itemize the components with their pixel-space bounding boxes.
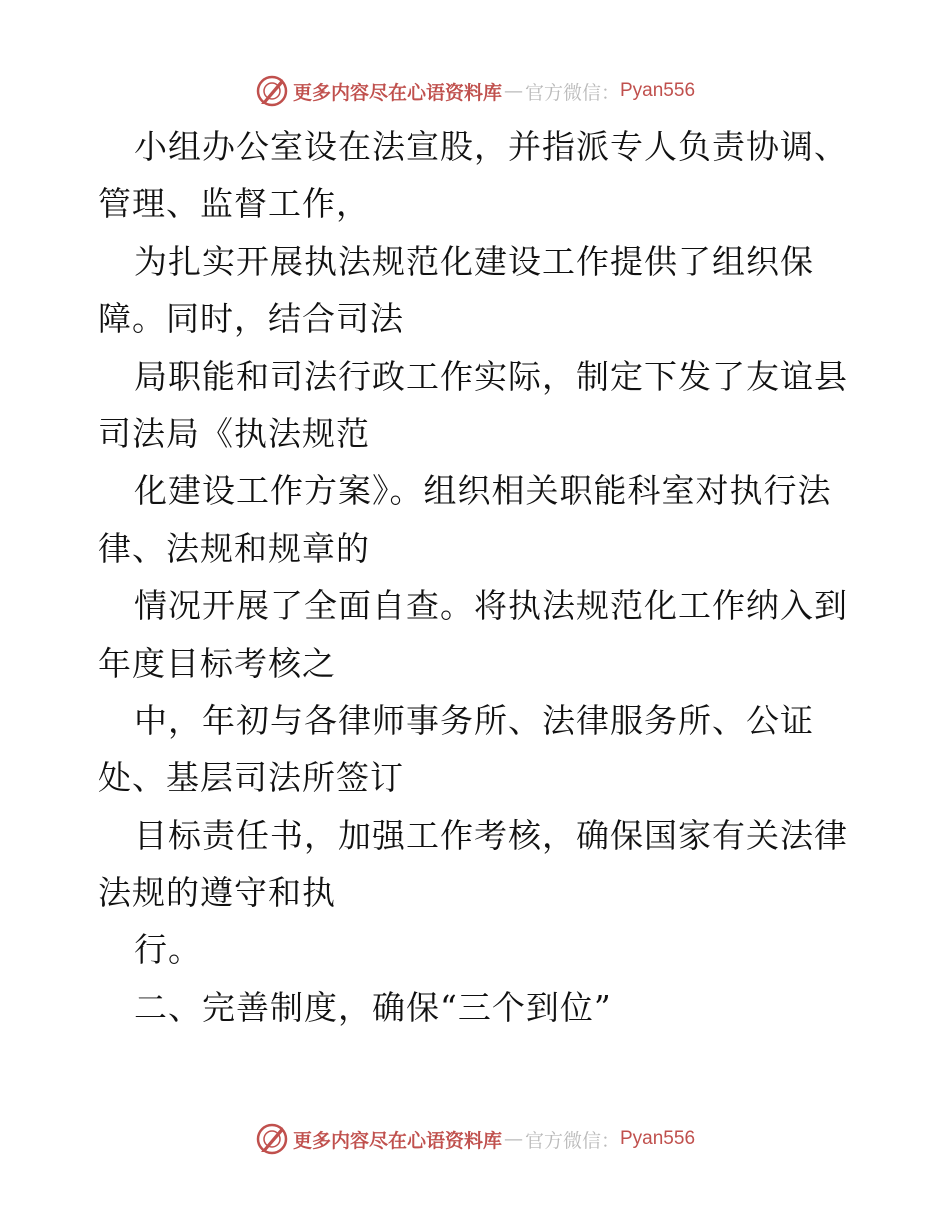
body-line: 管理、监督工作， [98,184,370,224]
body-line: 司法局《执法规范 [98,413,370,453]
footer-dash: — [503,1128,523,1150]
body-line: 目标责任书，加强工作考核，确保国家有关法律 [134,815,848,855]
footer-wechat-label: 官方微信： [524,1129,620,1152]
body-line: 为扎实开展执法规范化建设工作提供了组织保 [134,241,814,281]
body-line: 中，年初与各律师事务所、法律服务所、公证 [134,700,814,740]
section-heading: 二、完善制度，确保“三个到位” [134,987,612,1027]
body-line: 法规的遵守和执 [98,873,336,913]
document-body [98,118,858,1036]
header-brand-text: 更多内容尽在心语资料库 [292,81,502,104]
body-line: 律、法规和规章的 [98,528,370,568]
header-dash: — [503,80,523,102]
quill-logo-icon [255,1122,289,1156]
footer-brand-text: 更多内容尽在心语资料库 [292,1129,502,1152]
header-wechat-label: 官方微信： [524,81,620,104]
header-banner [0,66,950,116]
body-line: 小组办公室设在法宣股，并指派专人负责协调、 [134,127,848,166]
body-line: 化建设工作方案》。组织相关职能科室对执行法 [134,471,832,511]
header-wechat-id: Pyan556 [620,80,696,101]
quill-logo-icon [255,74,289,108]
body-line: 局职能和司法行政工作实际，制定下发了友谊县 [134,356,848,396]
body-line: 年度目标考核之 [98,643,336,683]
footer-wechat-id: Pyan556 [620,1128,696,1149]
body-line: 行。 [134,930,202,970]
body-line: 情况开展了全面自查。将执法规范化工作纳入到 [134,586,848,626]
body-line: 障。同时，结合司法 [98,299,404,339]
footer-banner [0,1114,950,1164]
body-line: 处、基层司法所签订 [98,758,404,798]
